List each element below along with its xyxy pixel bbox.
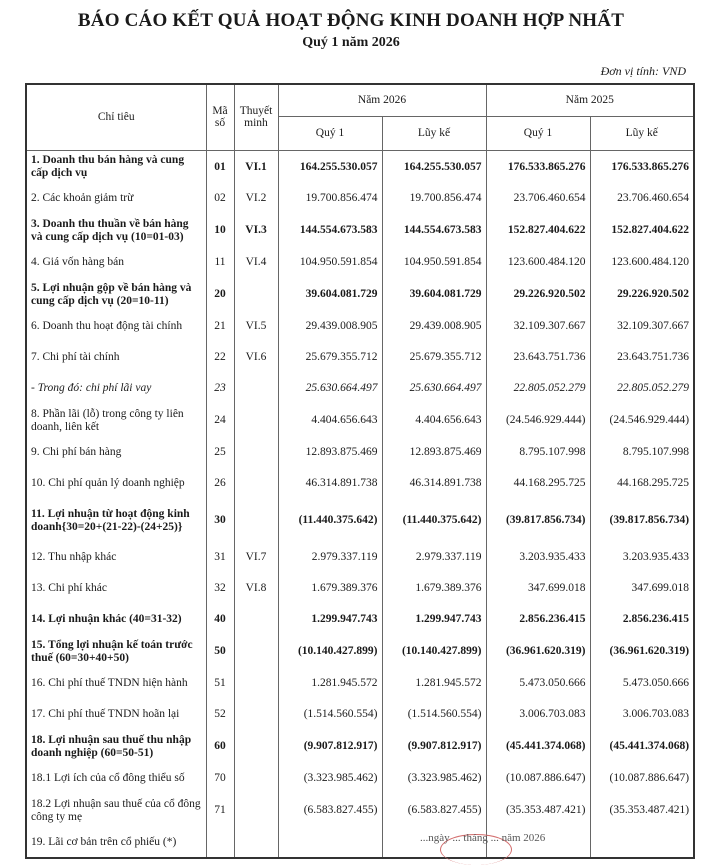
- row-ytd-2026: (1.514.560.554): [382, 699, 486, 730]
- row-q1-2025: 32.109.307.667: [486, 311, 590, 342]
- row-q1-2025: (36.961.620.319): [486, 635, 590, 668]
- row-q1-2025: 23.643.751.736: [486, 342, 590, 373]
- row-q1-2026: 46.314.891.738: [278, 468, 382, 499]
- row-q1-2025: (10.087.886.647): [486, 763, 590, 794]
- row-code: 21: [206, 311, 234, 342]
- row-ytd-2025: 23.706.460.654: [590, 183, 694, 214]
- row-label: 1. Doanh thu bán hàng và cung cấp dịch vụ: [26, 150, 206, 183]
- row-q1-2025: 2.856.236.415: [486, 604, 590, 635]
- row-ytd-2026: 19.700.856.474: [382, 183, 486, 214]
- row-q1-2025: 8.795.107.998: [486, 437, 590, 468]
- row-ytd-2026: 25.679.355.712: [382, 342, 486, 373]
- row-q1-2026: 1.679.389.376: [278, 573, 382, 604]
- table-body: [26, 150, 694, 858]
- row-ytd-2026: 39.604.081.729: [382, 278, 486, 311]
- row-code: 51: [206, 668, 234, 699]
- row-note: VI.7: [234, 542, 278, 573]
- row-code: 52: [206, 699, 234, 730]
- row-label: 6. Doanh thu hoạt động tài chính: [26, 311, 206, 342]
- row-q1-2026: (11.440.375.642): [278, 499, 382, 542]
- table-row: [26, 247, 694, 278]
- row-q1-2025: (24.546.929.444): [486, 404, 590, 437]
- table-row: [26, 499, 694, 542]
- row-note: VI.6: [234, 342, 278, 373]
- row-q1-2026: 19.700.856.474: [278, 183, 382, 214]
- row-q1-2025: 22.805.052.279: [486, 373, 590, 404]
- row-ytd-2025: (36.961.620.319): [590, 635, 694, 668]
- row-code: 22: [206, 342, 234, 373]
- row-note: [234, 730, 278, 763]
- row-label: 11. Lợi nhuận từ hoạt động kinh doanh{30=20+(21-22)-(24+25)}: [26, 499, 206, 542]
- row-q1-2026: [278, 827, 382, 858]
- row-q1-2025: 44.168.295.725: [486, 468, 590, 499]
- row-code: 02: [206, 183, 234, 214]
- row-q1-2025: 123.600.484.120: [486, 247, 590, 278]
- table-row: [26, 573, 694, 604]
- row-code: 10: [206, 214, 234, 247]
- row-q1-2026: 1.299.947.743: [278, 604, 382, 635]
- table-row: [26, 278, 694, 311]
- row-label: 9. Chi phí bán hàng: [26, 437, 206, 468]
- row-ytd-2025: 22.805.052.279: [590, 373, 694, 404]
- row-label: 12. Thu nhập khác: [26, 542, 206, 573]
- row-note: VI.5: [234, 311, 278, 342]
- table-row: [26, 542, 694, 573]
- row-label: 16. Chi phí thuế TNDN hiện hành: [26, 668, 206, 699]
- row-note: VI.1: [234, 150, 278, 183]
- row-ytd-2025: 5.473.050.666: [590, 668, 694, 699]
- table-row: [26, 342, 694, 373]
- header-note: Thuyết minh: [234, 84, 278, 150]
- row-code: 30: [206, 499, 234, 542]
- row-q1-2025: 5.473.050.666: [486, 668, 590, 699]
- row-q1-2025: 347.699.018: [486, 573, 590, 604]
- row-label: 13. Chi phí khác: [26, 573, 206, 604]
- table-row: [26, 468, 694, 499]
- row-ytd-2026: 1.281.945.572: [382, 668, 486, 699]
- row-label: 4. Giá vốn hàng bán: [26, 247, 206, 278]
- row-ytd-2025: (24.546.929.444): [590, 404, 694, 437]
- row-q1-2025: 152.827.404.622: [486, 214, 590, 247]
- row-note: [234, 794, 278, 827]
- table-row: [26, 794, 694, 827]
- row-note: [234, 763, 278, 794]
- row-q1-2025: (39.817.856.734): [486, 499, 590, 542]
- row-note: [234, 827, 278, 858]
- row-ytd-2026: 25.630.664.497: [382, 373, 486, 404]
- row-ytd-2026: (9.907.812.917): [382, 730, 486, 763]
- row-q1-2026: 104.950.591.854: [278, 247, 382, 278]
- header-ytd-2026: Lũy kế: [382, 116, 486, 150]
- row-ytd-2025: 8.795.107.998: [590, 437, 694, 468]
- row-label: 10. Chi phí quản lý doanh nghiệp: [26, 468, 206, 499]
- row-ytd-2025: (10.087.886.647): [590, 763, 694, 794]
- row-ytd-2026: 2.979.337.119: [382, 542, 486, 573]
- row-q1-2026: 25.679.355.712: [278, 342, 382, 373]
- row-q1-2025: 29.226.920.502: [486, 278, 590, 311]
- row-code: 23: [206, 373, 234, 404]
- row-ytd-2026: (10.140.427.899): [382, 635, 486, 668]
- header-ytd-2025: Lũy kế: [590, 116, 694, 150]
- row-ytd-2026: 1.679.389.376: [382, 573, 486, 604]
- row-label: 19. Lãi cơ bản trên cổ phiếu (*): [26, 827, 206, 858]
- row-code: 32: [206, 573, 234, 604]
- row-code: 26: [206, 468, 234, 499]
- row-code: 60: [206, 730, 234, 763]
- table-row: [26, 214, 694, 247]
- currency-unit: Đơn vị tính: VND: [600, 64, 686, 78]
- table-row: [26, 183, 694, 214]
- row-q1-2026: 25.630.664.497: [278, 373, 382, 404]
- row-label: 15. Tổng lợi nhuận kế toán trước thuế (60=30+40+50): [26, 635, 206, 668]
- row-code: 25: [206, 437, 234, 468]
- row-q1-2026: 39.604.081.729: [278, 278, 382, 311]
- table-row: [26, 668, 694, 699]
- row-ytd-2025: 44.168.295.725: [590, 468, 694, 499]
- row-ytd-2026: 104.950.591.854: [382, 247, 486, 278]
- row-note: [234, 404, 278, 437]
- row-q1-2025: 3.203.935.433: [486, 542, 590, 573]
- row-q1-2025: 23.706.460.654: [486, 183, 590, 214]
- header-code: Mã số: [206, 84, 234, 150]
- row-q1-2025: 3.006.703.083: [486, 699, 590, 730]
- table-row: [26, 373, 694, 404]
- row-label: 2. Các khoản giảm trừ: [26, 183, 206, 214]
- row-ytd-2026: (3.323.985.462): [382, 763, 486, 794]
- row-ytd-2026: 4.404.656.643: [382, 404, 486, 437]
- table-row: [26, 404, 694, 437]
- row-code: 50: [206, 635, 234, 668]
- row-ytd-2025: (39.817.856.734): [590, 499, 694, 542]
- row-label: 7. Chi phí tài chính: [26, 342, 206, 373]
- row-code: 24: [206, 404, 234, 437]
- row-q1-2025: (35.353.487.421): [486, 794, 590, 827]
- row-note: [234, 499, 278, 542]
- row-ytd-2026: 29.439.008.905: [382, 311, 486, 342]
- report-title: BÁO CÁO KẾT QUẢ HOẠT ĐỘNG KINH DOANH HỢP NHẤT: [77, 10, 625, 31]
- row-label: 18.1 Lợi ích của cổ đông thiểu số: [26, 763, 206, 794]
- row-ytd-2025: 2.856.236.415: [590, 604, 694, 635]
- row-code: 40: [206, 604, 234, 635]
- row-ytd-2026: 164.255.530.057: [382, 150, 486, 183]
- header-year-2025: Năm 2025: [486, 84, 694, 116]
- table-row: [26, 730, 694, 763]
- row-note: [234, 604, 278, 635]
- row-q1-2026: 12.893.875.469: [278, 437, 382, 468]
- row-note: VI.4: [234, 247, 278, 278]
- table-row: [26, 311, 694, 342]
- row-q1-2026: (10.140.427.899): [278, 635, 382, 668]
- row-label: 18.2 Lợi nhuận sau thuế của cổ đông công ty mẹ: [26, 794, 206, 827]
- row-note: [234, 699, 278, 730]
- row-code: 71: [206, 794, 234, 827]
- row-q1-2026: (1.514.560.554): [278, 699, 382, 730]
- row-q1-2026: 164.255.530.057: [278, 150, 382, 183]
- row-ytd-2025: 152.827.404.622: [590, 214, 694, 247]
- row-ytd-2026: 12.893.875.469: [382, 437, 486, 468]
- row-q1-2025: 176.533.865.276: [486, 150, 590, 183]
- row-ytd-2026: 144.554.673.583: [382, 214, 486, 247]
- row-label: 14. Lợi nhuận khác (40=31-32): [26, 604, 206, 635]
- row-q1-2026: 144.554.673.583: [278, 214, 382, 247]
- table-row: [26, 635, 694, 668]
- row-note: [234, 668, 278, 699]
- row-label: 17. Chi phí thuế TNDN hoãn lại: [26, 699, 206, 730]
- row-note: [234, 437, 278, 468]
- table-row: [26, 699, 694, 730]
- row-code: 20: [206, 278, 234, 311]
- row-code: 01: [206, 150, 234, 183]
- table-row: [26, 150, 694, 183]
- row-ytd-2025: 29.226.920.502: [590, 278, 694, 311]
- row-ytd-2025: (35.353.487.421): [590, 794, 694, 827]
- row-code: 11: [206, 247, 234, 278]
- table-row: [26, 604, 694, 635]
- row-ytd-2026: 46.314.891.738: [382, 468, 486, 499]
- row-ytd-2025: 32.109.307.667: [590, 311, 694, 342]
- row-ytd-2025: 347.699.018: [590, 573, 694, 604]
- row-label: 8. Phần lãi (lỗ) trong công ty liên doanh, liên kết: [26, 404, 206, 437]
- row-ytd-2025: 123.600.484.120: [590, 247, 694, 278]
- row-note: [234, 468, 278, 499]
- row-ytd-2026: 1.299.947.743: [382, 604, 486, 635]
- row-ytd-2025: (45.441.374.068): [590, 730, 694, 763]
- row-note: VI.8: [234, 573, 278, 604]
- row-q1-2026: 29.439.008.905: [278, 311, 382, 342]
- row-q1-2025: (45.441.374.068): [486, 730, 590, 763]
- row-label: 18. Lợi nhuận sau thuế thu nhập doanh nghiệp (60=50-51): [26, 730, 206, 763]
- row-note: [234, 278, 278, 311]
- row-q1-2026: (3.323.985.462): [278, 763, 382, 794]
- footer-date-fragment: ...ngày ... tháng ... năm 2026: [420, 832, 546, 844]
- row-note: VI.3: [234, 214, 278, 247]
- row-q1-2026: 4.404.656.643: [278, 404, 382, 437]
- row-code: 31: [206, 542, 234, 573]
- row-q1-2026: 1.281.945.572: [278, 668, 382, 699]
- income-statement-table: [25, 83, 695, 859]
- row-ytd-2025: 3.006.703.083: [590, 699, 694, 730]
- row-ytd-2026: (11.440.375.642): [382, 499, 486, 542]
- row-ytd-2025: 3.203.935.433: [590, 542, 694, 573]
- row-ytd-2025: 23.643.751.736: [590, 342, 694, 373]
- row-label: 5. Lợi nhuận gộp về bán hàng và cung cấp dịch vụ (20=10-11): [26, 278, 206, 311]
- row-label: 3. Doanh thu thuần về bán hàng và cung cấp dịch vụ (10=01-03): [26, 214, 206, 247]
- row-note: [234, 635, 278, 668]
- row-q1-2026: (9.907.812.917): [278, 730, 382, 763]
- header-q1-2025: Quý 1: [486, 116, 590, 150]
- row-code: [206, 827, 234, 858]
- report-subtitle: Quý 1 năm 2026: [302, 35, 400, 50]
- row-note: VI.2: [234, 183, 278, 214]
- row-label: - Trong đó: chi phí lãi vay: [26, 373, 206, 404]
- row-note: [234, 373, 278, 404]
- row-q1-2026: 2.979.337.119: [278, 542, 382, 573]
- header-indicator: Chỉ tiêu: [26, 84, 206, 150]
- table-row: [26, 763, 694, 794]
- header-year-2026: Năm 2026: [278, 84, 486, 116]
- table-row: [26, 437, 694, 468]
- row-ytd-2026: (6.583.827.455): [382, 794, 486, 827]
- header-q1-2026: Quý 1: [278, 116, 382, 150]
- row-ytd-2025: 176.533.865.276: [590, 150, 694, 183]
- row-code: 70: [206, 763, 234, 794]
- row-q1-2026: (6.583.827.455): [278, 794, 382, 827]
